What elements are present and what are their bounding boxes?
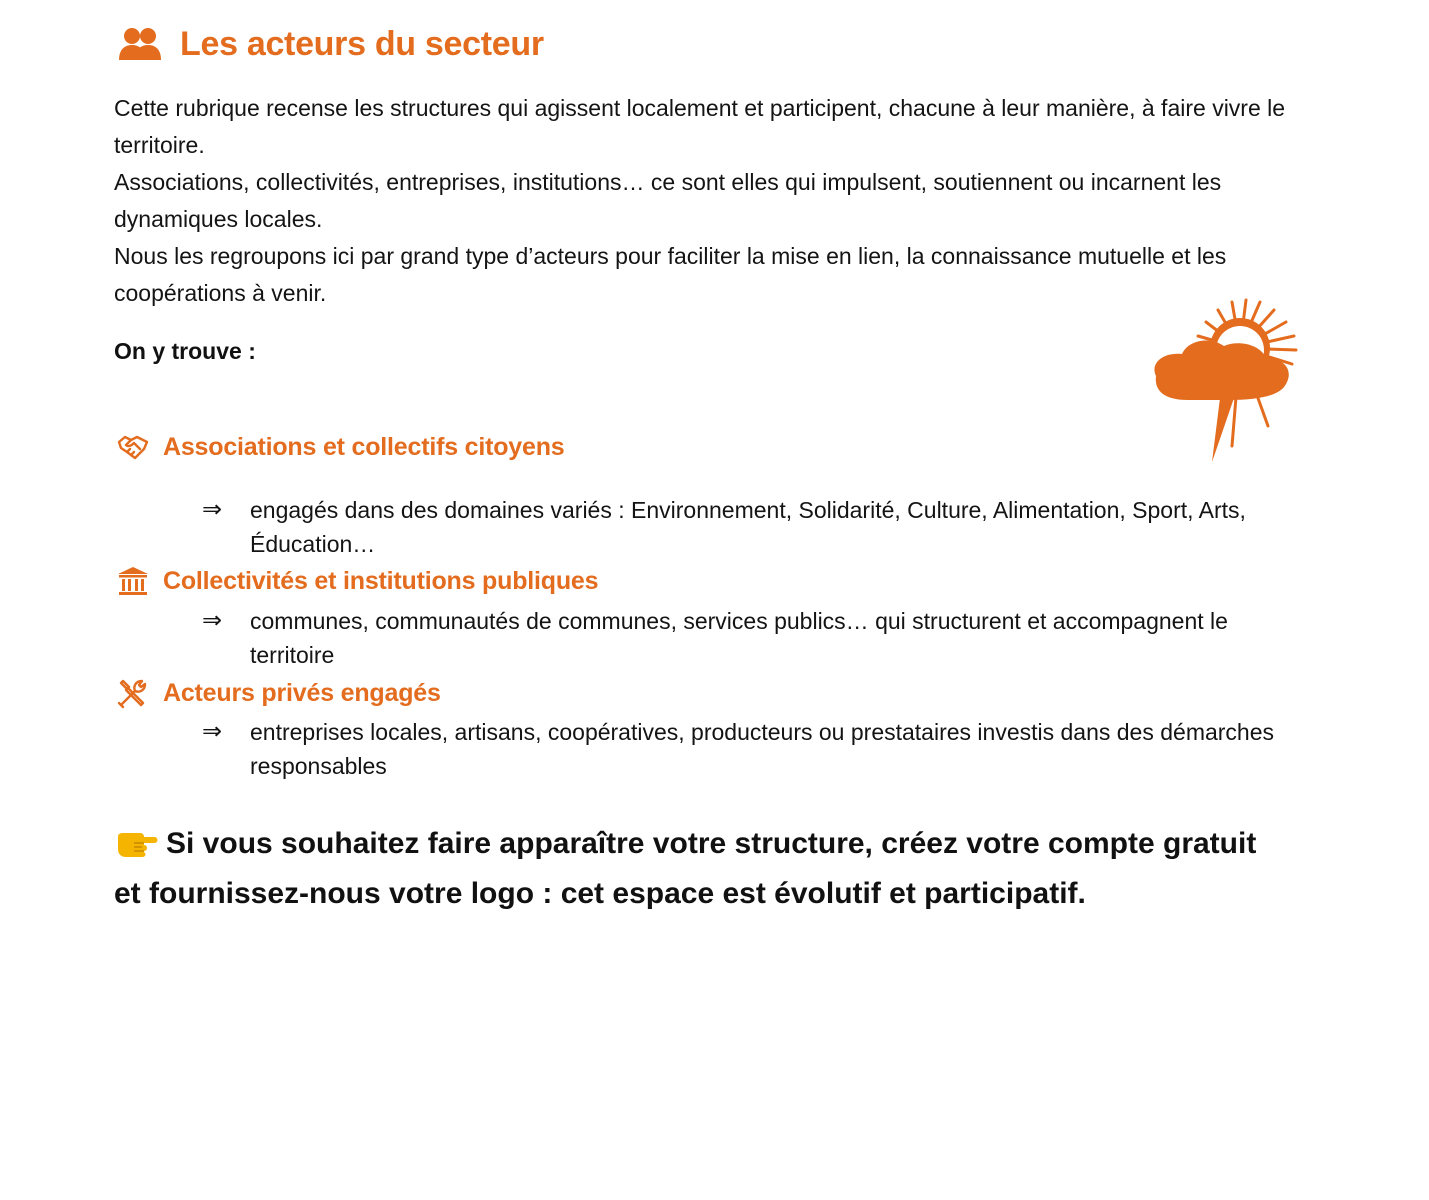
list-heading: On y trouve : [114,338,256,364]
intro-paragraph: Nous les regroupons ici par grand type d’acteurs pour faciliter la mise en lien, la connaissance mutuelle et les coopérations à venir. [114,243,1227,306]
implies-arrow: ⇒ [202,496,223,523]
category-description [202,604,1282,672]
intro-text [114,90,1314,312]
category-label: Collectivités et institutions publiques [163,566,599,595]
people-icon [118,26,162,62]
category-description [202,493,1282,561]
description-text: entreprises locales, artisans, coopératives, producteurs ou prestataires investis dans des démarches responsables [250,719,1275,779]
category-associations [117,432,564,462]
description-text: communes, communautés de communes, services publics… qui structurent et accompagnent le territoire [250,608,1228,668]
description-text: engagés dans des domaines variés : Environnement, Solidarité, Culture, Alimentation, Sport, Arts, Éducation… [250,497,1246,557]
pointing-hand-icon [114,825,158,872]
call-to-action-text: Si vous souhaitez faire apparaître votre structure, créez votre compte gratuit et fournissez-nous votre logo : cet espace est évolutif et participatif. [114,827,1257,910]
call-to-action [114,822,1264,916]
handshake-icon [117,432,149,462]
category-label: Associations et collectifs citoyens [163,432,565,461]
tools-icon [117,677,149,709]
category-collectivites [117,566,598,596]
intro-paragraph: Cette rubrique recense les structures qui agissent localement et participent, chacune à leur manière, à faire vivre le territoire. [114,95,1286,158]
intro-paragraph: Associations, collectivités, entreprises, institutions… ce sont elles qui impulsent, soutiennent ou incarnent les dynamiques locales. [114,169,1222,232]
category-description [202,715,1282,783]
page-title [118,22,544,66]
institution-building-icon [117,566,149,596]
implies-arrow: ⇒ [202,718,223,745]
category-label: Acteurs privés engagés [163,678,441,707]
category-acteurs-prives [117,677,441,709]
sun-behind-cloud-icon [1148,296,1300,467]
page-title-text: Les acteurs du secteur [180,24,544,63]
implies-arrow: ⇒ [202,607,223,634]
